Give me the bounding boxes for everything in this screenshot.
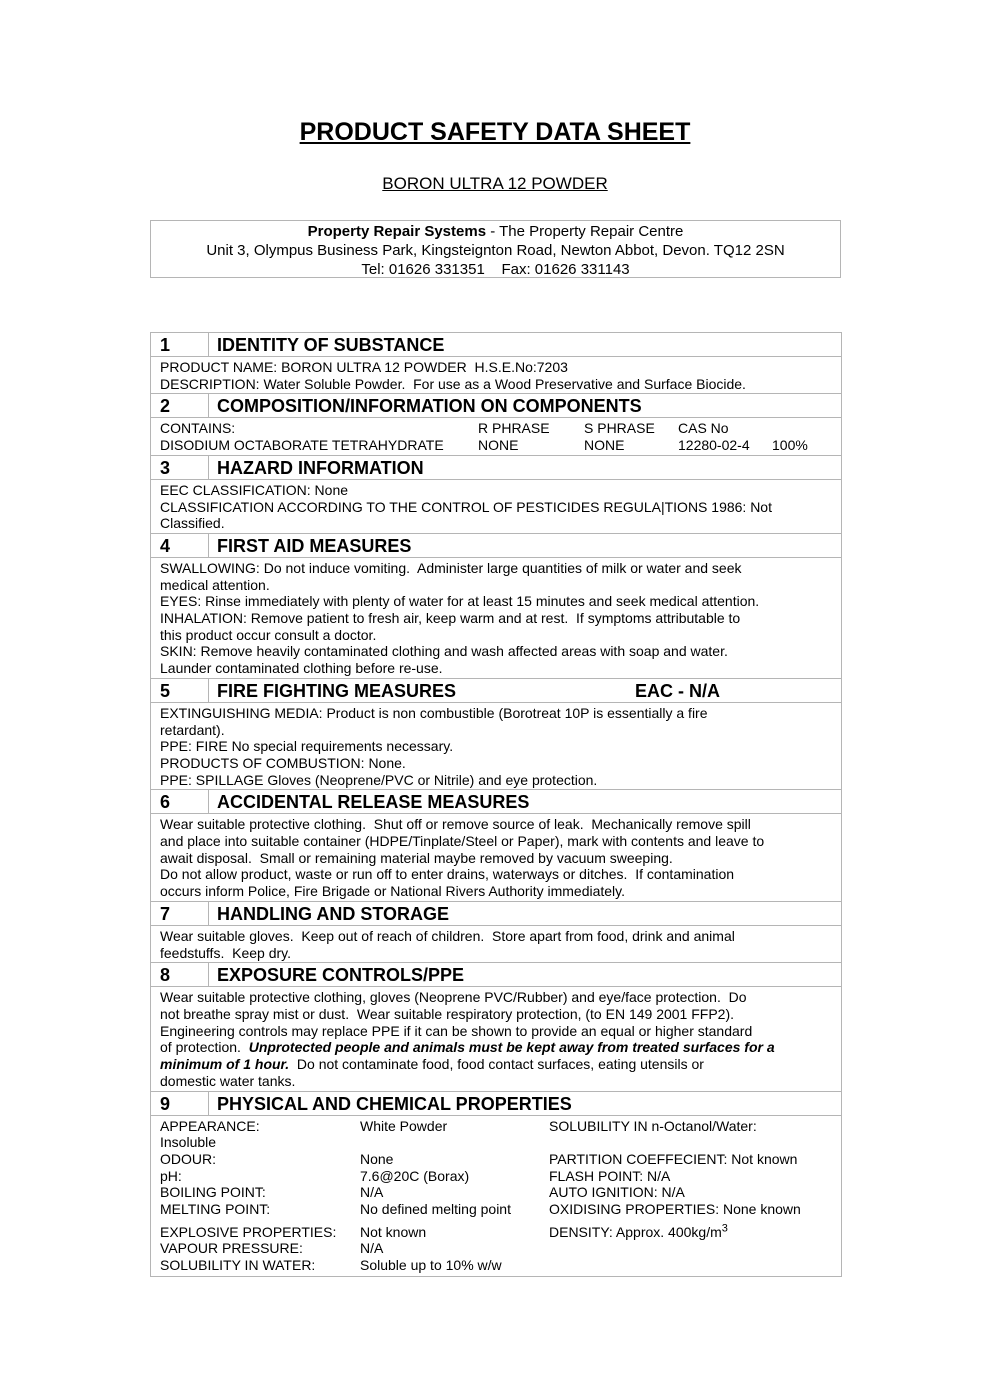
property-row: [160, 1257, 833, 1274]
section-9-header: [151, 1091, 841, 1116]
composition-header-cell: CAS No: [678, 420, 729, 437]
section-7-header: [151, 901, 841, 926]
body-line: medical attention.: [160, 576, 270, 593]
company-box: [150, 220, 841, 278]
property-label: MELTING POINT:: [160, 1201, 271, 1218]
property-row: [160, 1134, 833, 1151]
body-line: Classified.: [160, 515, 225, 532]
description-line: DESCRIPTION: Water Soluble Powder. For use as a Wood Preservative and Surface Biocide.: [160, 375, 746, 392]
body-text: Do not contaminate food, food contact surfaces, eating utensils or: [289, 1056, 704, 1073]
property-value: Soluble up to 10% w/w: [360, 1257, 502, 1274]
section-number: 4: [151, 534, 209, 557]
body-line: SKIN: Remove heavily contaminated clothing and wash affected areas with soap and water.: [160, 643, 728, 660]
property-value: None: [360, 1150, 394, 1167]
property-value: N/A: [360, 1240, 384, 1257]
body-line: this product occur consult a doctor.: [160, 626, 377, 643]
section-7-body: [151, 926, 841, 962]
property-right: [549, 1224, 728, 1241]
section-title-wrap: [209, 679, 841, 702]
product-subtitle: BORON ULTRA 12 POWDER: [382, 174, 608, 193]
property-label: Insoluble: [160, 1134, 217, 1151]
property-label: APPEARANCE:: [160, 1117, 260, 1134]
company-name: Property Repair Systems: [307, 223, 487, 240]
section-3-body: [151, 480, 841, 533]
body-text: of protection.: [160, 1039, 249, 1056]
section-title: ACCIDENTAL RELEASE MEASURES: [217, 792, 530, 813]
body-line: await disposal. Small or remaining material maybe removed by vacuum sweeping.: [160, 849, 673, 866]
section-number: 7: [151, 902, 209, 925]
property-row: [160, 1184, 833, 1201]
body-line: occurs inform Police, Fire Brigade or National Rivers Authority immediately.: [160, 883, 626, 900]
composition-header-row: [160, 420, 833, 437]
section-number: 5: [151, 679, 209, 702]
company-contact: Tel: 01626 331351 Fax: 01626 331143: [361, 261, 630, 278]
property-value: N/A: [360, 1184, 384, 1201]
body-line: INHALATION: Remove patient to fresh air, keep warm and at rest. If symptoms attributable to: [160, 610, 741, 627]
property-label: ODOUR:: [160, 1150, 216, 1167]
property-row: [160, 1201, 833, 1218]
section-2-body: [151, 418, 841, 454]
section-title: FIRST AID MEASURES: [217, 535, 412, 556]
body-line: PPE: FIRE No special requirements necessary.: [160, 738, 454, 755]
property-right: SOLUBILITY IN n-Octanol/Water:: [549, 1117, 757, 1134]
body-line: PRODUCTS OF COMBUSTION: None.: [160, 754, 406, 771]
section-number: 8: [151, 963, 209, 986]
section-1-body: [151, 357, 841, 393]
body-line: SWALLOWING: Do not induce vomiting. Administer large quantities of milk or water and seek: [160, 559, 742, 576]
section-number: 6: [151, 790, 209, 813]
property-right: FLASH POINT: N/A: [549, 1167, 671, 1184]
property-right: PARTITION COEFFECIENT: Not known: [549, 1150, 798, 1167]
section-number: 1: [151, 333, 209, 356]
section-4-header: [151, 533, 841, 558]
composition-value-cell: NONE: [478, 437, 519, 454]
property-right: OXIDISING PROPERTIES: None known: [549, 1201, 801, 1218]
body-line: [160, 1039, 833, 1056]
body-line: and place into suitable container (HDPE/Tinplate/Steel or Paper), mark with contents and leave to: [160, 833, 765, 850]
density-exponent: 3: [721, 1222, 728, 1235]
safety-sheet-table: [150, 332, 842, 1277]
body-line: Do not allow product, waste or run off to enter drains, waterways or ditches. If contamination: [160, 866, 735, 883]
property-label: pH:: [160, 1167, 182, 1184]
property-row: [160, 1118, 833, 1135]
body-line: EEC CLASSIFICATION: None: [160, 481, 349, 498]
body-line: not breathe spray mist or dust. Wear suitable respiratory protection, (to EN 149 2001 FFP2).: [160, 1005, 735, 1022]
section-title: FIRE FIGHTING MEASURES: [217, 680, 457, 701]
body-line: feedstuffs. Keep dry.: [160, 944, 292, 961]
property-right: AUTO IGNITION: N/A: [549, 1184, 685, 1201]
section-title: PHYSICAL AND CHEMICAL PROPERTIES: [217, 1093, 572, 1114]
property-row: [160, 1168, 833, 1185]
section-title: HAZARD INFORMATION: [217, 457, 424, 478]
composition-header-cell: R PHRASE: [478, 420, 550, 437]
section-1-header: [151, 333, 841, 357]
body-line: Wear suitable protective clothing. Shut off or remove source of leak. Mechanically remove spill: [160, 816, 751, 833]
section-title: COMPOSITION/INFORMATION ON COMPONENTS: [217, 396, 642, 417]
composition-header-cell: CONTAINS:: [160, 420, 236, 437]
property-label: VAPOUR PRESSURE:: [160, 1240, 303, 1257]
property-label: EXPLOSIVE PROPERTIES:: [160, 1223, 337, 1240]
body-line: CLASSIFICATION ACCORDING TO THE CONTROL OF PESTICIDES REGULA|TIONS 1986: Not: [160, 498, 772, 515]
section-9-body: [151, 1116, 841, 1276]
property-value: 7.6@20C (Borax): [360, 1167, 470, 1184]
body-line: Launder contaminated clothing before re-use.: [160, 660, 443, 677]
company-address: Unit 3, Olympus Business Park, Kingsteignton Road, Newton Abbot, Devon. TQ12 2SN: [206, 242, 785, 259]
body-line: EYES: Rinse immediately with plenty of water for at least 15 minutes and seek medical attention.: [160, 593, 760, 610]
property-value: Not known: [360, 1223, 427, 1240]
product-name-line: PRODUCT NAME: BORON ULTRA 12 POWDER H.S.E.No:7203: [160, 359, 568, 375]
company-name-line: [151, 221, 840, 241]
body-line: Wear suitable gloves. Keep out of reach of children. Store apart from food, drink and animal: [160, 927, 735, 944]
warning-text: Unprotected people and animals must be kept away from treated surfaces for a: [248, 1039, 775, 1056]
body-line: domestic water tanks.: [160, 1072, 296, 1089]
section-6-header: [151, 789, 841, 814]
section-8-body: [151, 987, 841, 1090]
section-number: 9: [151, 1092, 209, 1115]
section-2-header: [151, 393, 841, 418]
composition-header-cell: S PHRASE: [584, 420, 655, 437]
section-4-body: [151, 558, 841, 678]
section-title: IDENTITY OF SUBSTANCE: [217, 335, 445, 355]
property-row: [160, 1240, 833, 1257]
section-title: EXPOSURE CONTROLS/PPE: [217, 965, 465, 986]
property-label: BOILING POINT:: [160, 1184, 266, 1201]
section-number: 3: [151, 456, 209, 479]
composition-value-cell: 100%: [772, 437, 808, 454]
composition-value-cell: 12280-02-4: [678, 437, 750, 454]
composition-value-cell: DISODIUM OCTABORATE TETRAHYDRATE: [160, 437, 444, 454]
body-line: retardant).: [160, 721, 225, 738]
property-row: [160, 1224, 833, 1241]
composition-value-cell: NONE: [584, 437, 625, 454]
section-5-header: [151, 678, 841, 703]
warning-text: minimum of 1 hour.: [160, 1056, 290, 1073]
property-label: SOLUBILITY IN WATER:: [160, 1257, 316, 1274]
section-6-body: [151, 814, 841, 901]
body-line: Engineering controls may replace PPE if it can be shown to provide an equal or higher standard: [160, 1022, 753, 1039]
density-text: DENSITY: Approx. 400kg/m: [549, 1223, 722, 1240]
eac-code: EAC - N/A: [635, 680, 720, 701]
document-title: PRODUCT SAFETY DATA SHEET: [299, 118, 691, 146]
section-5-body: [151, 703, 841, 790]
section-number: 2: [151, 394, 209, 417]
section-3-header: [151, 455, 841, 480]
body-line: PPE: SPILLAGE Gloves (Neoprene/PVC or Nitrile) and eye protection.: [160, 771, 598, 788]
composition-value-row: [160, 437, 833, 454]
company-name-suffix: - The Property Repair Centre: [486, 223, 684, 240]
property-value: No defined melting point: [360, 1201, 511, 1218]
section-title: HANDLING AND STORAGE: [217, 903, 450, 924]
property-value: White Powder: [360, 1117, 448, 1134]
property-row: [160, 1151, 833, 1168]
body-line: Wear suitable protective clothing, gloves (Neoprene PVC/Rubber) and eye/face protection. Do: [160, 989, 747, 1006]
section-8-header: [151, 962, 841, 987]
body-line: [160, 1056, 833, 1073]
body-line: EXTINGUISHING MEDIA: Product is non combustible (Borotreat 10P is essentially a fire: [160, 704, 708, 721]
